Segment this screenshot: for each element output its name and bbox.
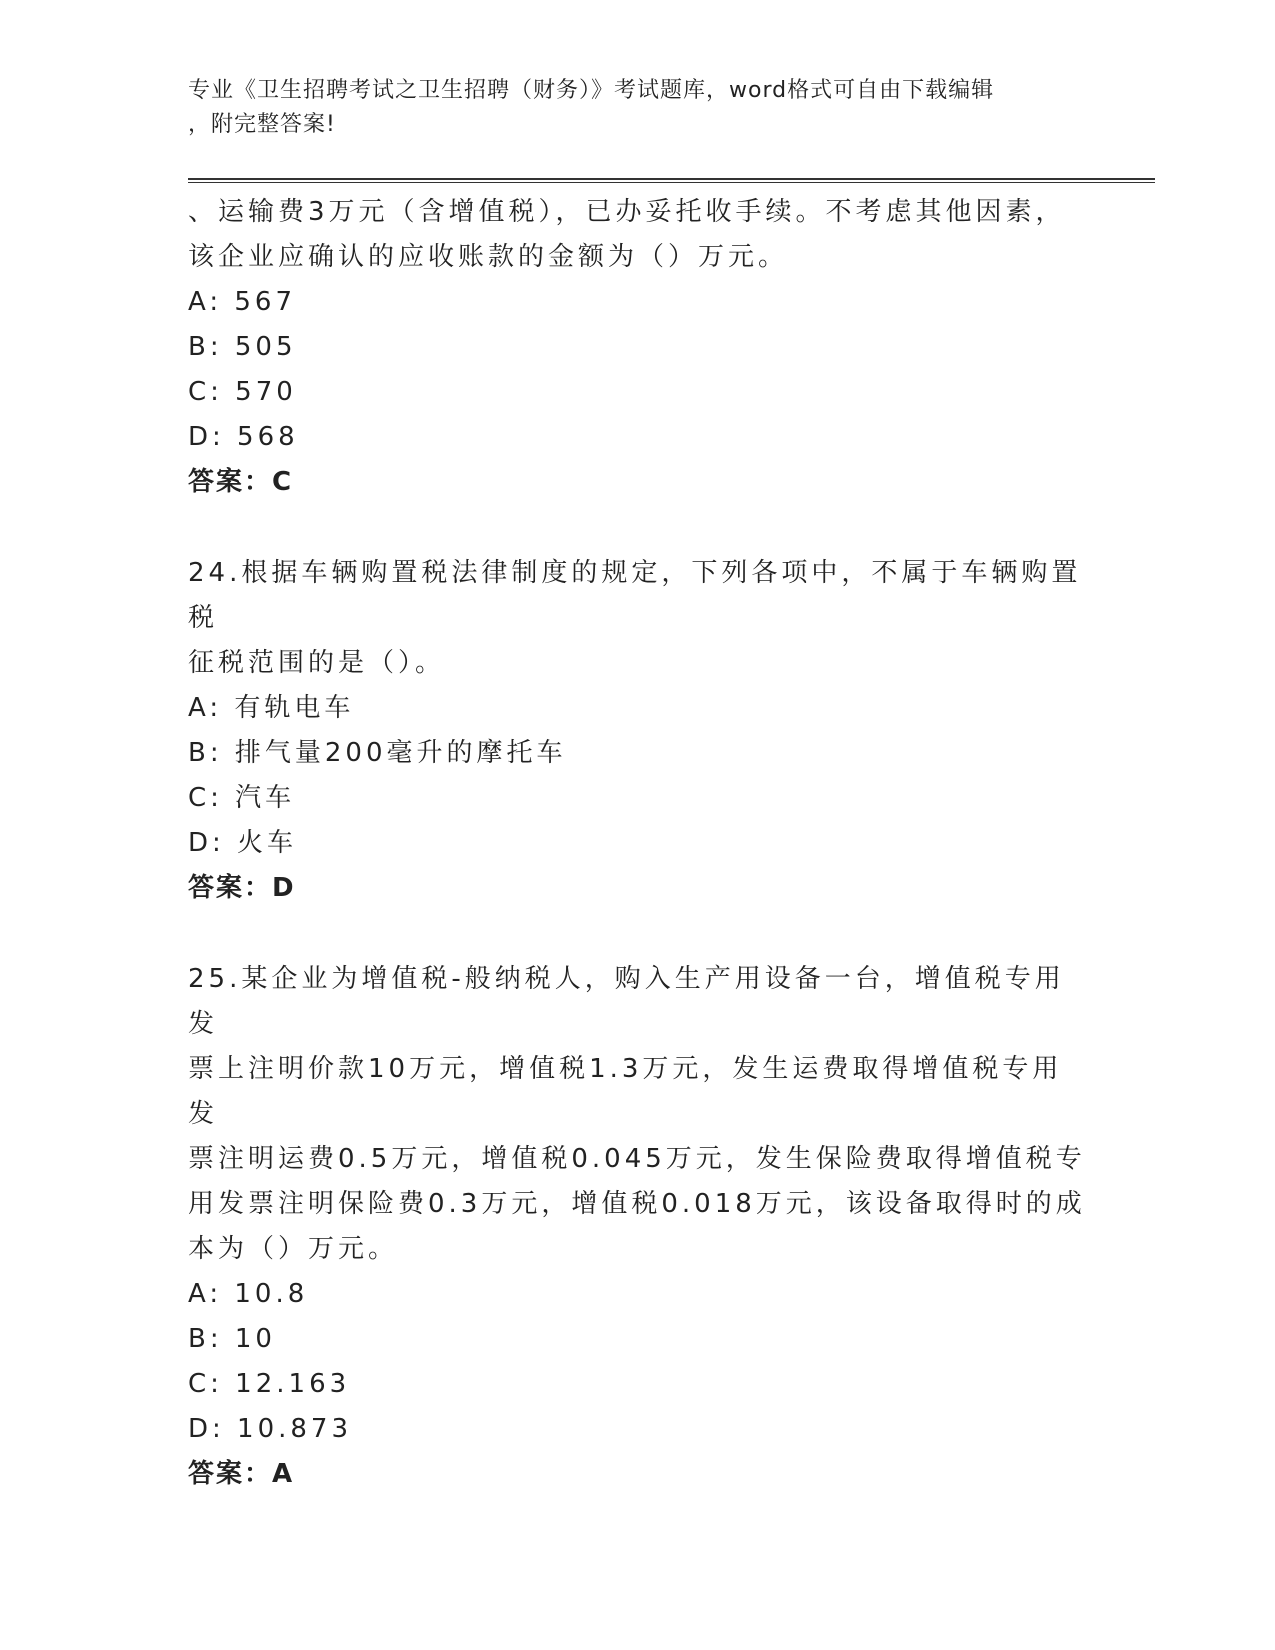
option-c: C: 570 [188,377,297,407]
header-divider [188,178,1155,183]
option-a: A: 10.8 [188,1279,309,1309]
question-text-line: 、运输费3万元（含增值税），已办妥托收手续。不考虑其他因素， [188,197,1066,227]
answer: 答案：A [188,1459,295,1489]
question-list [188,190,1088,1497]
header-line-1: 专业《卫生招聘考试之卫生招聘（财务）》考试题库，word格式可自由下载编辑 [188,78,995,103]
option-a: A: 有轨电车 [188,693,355,723]
option-a: A: 567 [188,287,296,317]
question-text-line: 该企业应确认的应收账款的金额为（）万元。 [188,242,789,272]
option-d: D: 568 [188,422,299,452]
option-d: D: 火车 [188,828,298,858]
answer: 答案：C [188,467,294,497]
question-text-line: 用发票注明保险费0.3万元，增值税0.018万元，该设备取得时的成 [188,1189,1086,1219]
option-c: C: 12.163 [188,1369,351,1399]
question-text-line: 票注明运费0.5万元，增值税0.045万元，发生保险费取得增值税专 [188,1144,1086,1174]
question-item [188,551,1088,911]
question-text-line: 本为（）万元。 [188,1234,399,1264]
option-b: B: 排气量200毫升的摩托车 [188,738,567,768]
option-b: B: 505 [188,332,297,362]
answer: 答案：D [188,873,296,903]
option-b: B: 10 [188,1324,276,1354]
question-text-line: 征税范围的是（）。 [188,648,446,678]
question-text-line: 票上注明价款10万元，增值税1.3万元，发生运费取得增值税专用发 [188,1054,1063,1129]
question-item [188,190,1088,505]
question-text-line: 25.某企业为增值税-般纳税人，购入生产用设备一台，增值税专用发 [188,964,1065,1039]
spacer [188,505,1088,551]
page-header [188,74,1068,142]
question-text-line: 24.根据车辆购置税法律制度的规定，下列各项中，不属于车辆购置税 [188,558,1082,633]
question-item [188,957,1088,1497]
header-line-2: ，附完整答案! [188,112,336,137]
spacer [188,911,1088,957]
option-c: C: 汽车 [188,783,296,813]
option-d: D: 10.873 [188,1414,353,1444]
